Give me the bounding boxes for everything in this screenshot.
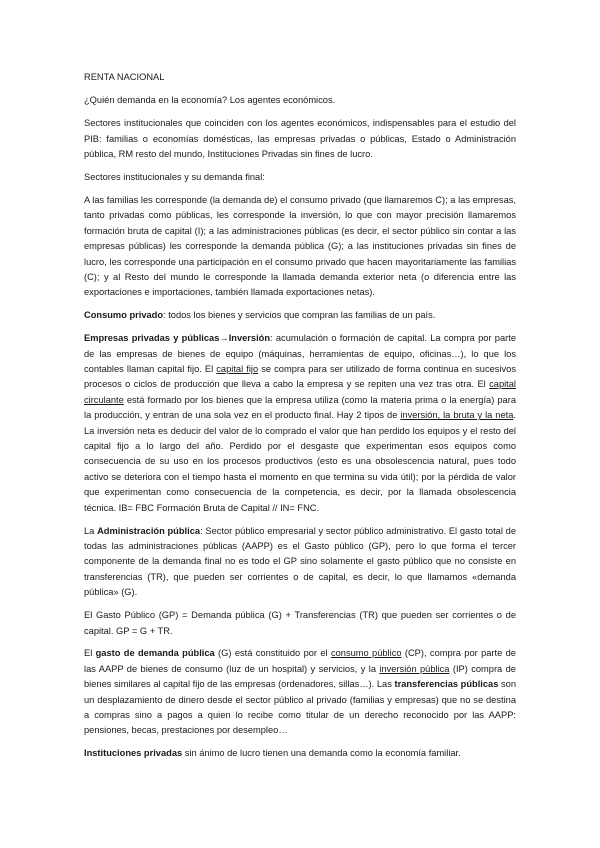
question-line: ¿Quién demanda en la economía? Los agentes económicos. xyxy=(84,95,336,106)
gasto-text-1: (G) está constituido por el xyxy=(214,648,331,659)
empresas-text-4: . La inversión neta es deducir del valor de lo comprado el valor que han perdido los equipos y el resto del capital fijo a lo largo del año. Perdido por el desgaste que experimentan esos equipos como consecuencia de su uso en los procesos productivos (esto es una obsolescencia natural, pues todo activo se deteriora con el tiempo hasta el momento en que termina su vida útil); por la pérdida de valor que experimentan como consecuencia de la competencia, es decir, por la llamada obsolescencia técnica. IB= FBC Formación Bruta de Capital // IN= FNC. xyxy=(84,410,516,513)
consumo-text: : todos los bienes y servicios que compran las familias de un país. xyxy=(163,310,436,321)
transferencias-heading: transferencias públicas xyxy=(394,679,499,690)
paragraph-gasto-demanda xyxy=(84,646,516,738)
inversion-publica-term: inversión pública xyxy=(379,663,450,674)
paragraph-sectores-demanda: Sectores institucionales y su demanda final: xyxy=(84,172,265,183)
empresas-text-2: se compra para ser utilizado de forma continua en sucesivos procesos o ciclos de producción que lleva a cabo la empresa y se repiten una vez tras otra. El xyxy=(84,364,516,390)
empresas-text-1: : acumulación o formación de capital. La compra por parte de las empresas de bienes de equipo (máquinas, herramientas de equipo, oficinas…), lo que los contables llaman capital fijo. El xyxy=(84,333,516,374)
empresas-text-3: está formado por los bienes que la empresa utiliza (como la materia prima o la energía) para la producción, y entran de una sola vez en el producto final. Hay 2 tipos de xyxy=(84,394,516,421)
instituciones-heading: Instituciones privadas xyxy=(84,748,183,759)
paragraph-empresas xyxy=(84,331,516,516)
gasto-text-3: (IP) compra de bienes similares al capital fijo de las empresas (ordenadores, sillas…). Las xyxy=(84,663,516,690)
right-arrow-icon: → xyxy=(219,333,229,344)
consumo-publico-term: consumo público xyxy=(330,648,402,659)
inversion-types-term: inversión, la bruta y la neta xyxy=(400,410,514,421)
capital-circulante-term: capital circulante xyxy=(84,379,516,405)
paragraph-instituciones xyxy=(84,746,516,761)
gasto-pre: El xyxy=(84,648,96,659)
document-title: RENTA NACIONAL xyxy=(84,72,165,82)
paragraph-familias: A las familias les corresponde (la demanda de) el consumo privado (que llamaremos C); a las empresas, tanto privadas como públicas, les corresponde la inversión, lo que con mayor precisión llamaremos formación bruta de capital (I); a las administraciones públicas (es decir, el sector público sin contar a las empresas públicas) les corresponde la demanda pública (G); a las instituciones privadas sin fines de lucro, les corresponde una participación en el consumo privado que hacen mayoritariamente las familias (C); y al Resto del mundo le corresponde la llamada demanda exterior neta (o diferencia entre las exportaciones e importaciones, también llamada exportaciones netas). xyxy=(84,194,516,298)
capital-fijo-term: capital fijo xyxy=(216,364,259,374)
document-page xyxy=(84,70,516,769)
instituciones-text: sin ánimo de lucro tienen una demanda como la economía familiar. xyxy=(182,748,461,759)
gasto-demanda-heading: gasto de demanda pública xyxy=(95,648,215,659)
gasto-text-2: (CP), compra por parte de las AAPP de bienes de consumo (luz de un hospital) y servicios, y la xyxy=(84,648,516,674)
paragraph-sectores: Sectores institucionales que coinciden con los agentes económicos, indispensables para el estudio del PIB: familias o economías domésticas, las empresas privadas o públicas, Estado o Administración pública, RM resto del mundo, Instituciones Privadas sin fines de lucro. xyxy=(84,118,516,160)
inversion-heading: Inversión xyxy=(228,333,271,344)
consumo-heading: Consumo privado xyxy=(84,310,164,321)
gasto-text-4: son un desplazamiento de dinero desde el sector público al privado (familias y empresas) que no se destina a compras sino a pagos a quien lo recibe como titular de un derecho reconocido por las AAPP: pensiones, becas, prestaciones por desempleo… xyxy=(84,679,517,736)
paragraph-gasto-publico: El Gasto Público (GP) = Demanda pública (G) + Transferencias (TR) que pueden ser corrientes o de capital. GP = G + TR. xyxy=(84,610,516,636)
paragraph-administracion xyxy=(84,524,516,601)
admin-heading: Administración pública xyxy=(97,525,201,536)
empresas-heading: Empresas privadas y públicas xyxy=(84,333,220,344)
admin-pre: La xyxy=(84,525,98,536)
admin-text: : Sector público empresarial y sector público administrativo. El gasto total de todas las administraciones públicas (AAPP) es el Gasto público (GP), pero lo que forma el tercer componente de la demanda final no es todo el GP sino solamente el gasto público que no consiste en transferencias (TR), que pueden ser corrientes o de capital, es decir, lo que llamamos «demanda pública» (G). xyxy=(84,525,516,598)
paragraph-consumo xyxy=(84,308,516,323)
